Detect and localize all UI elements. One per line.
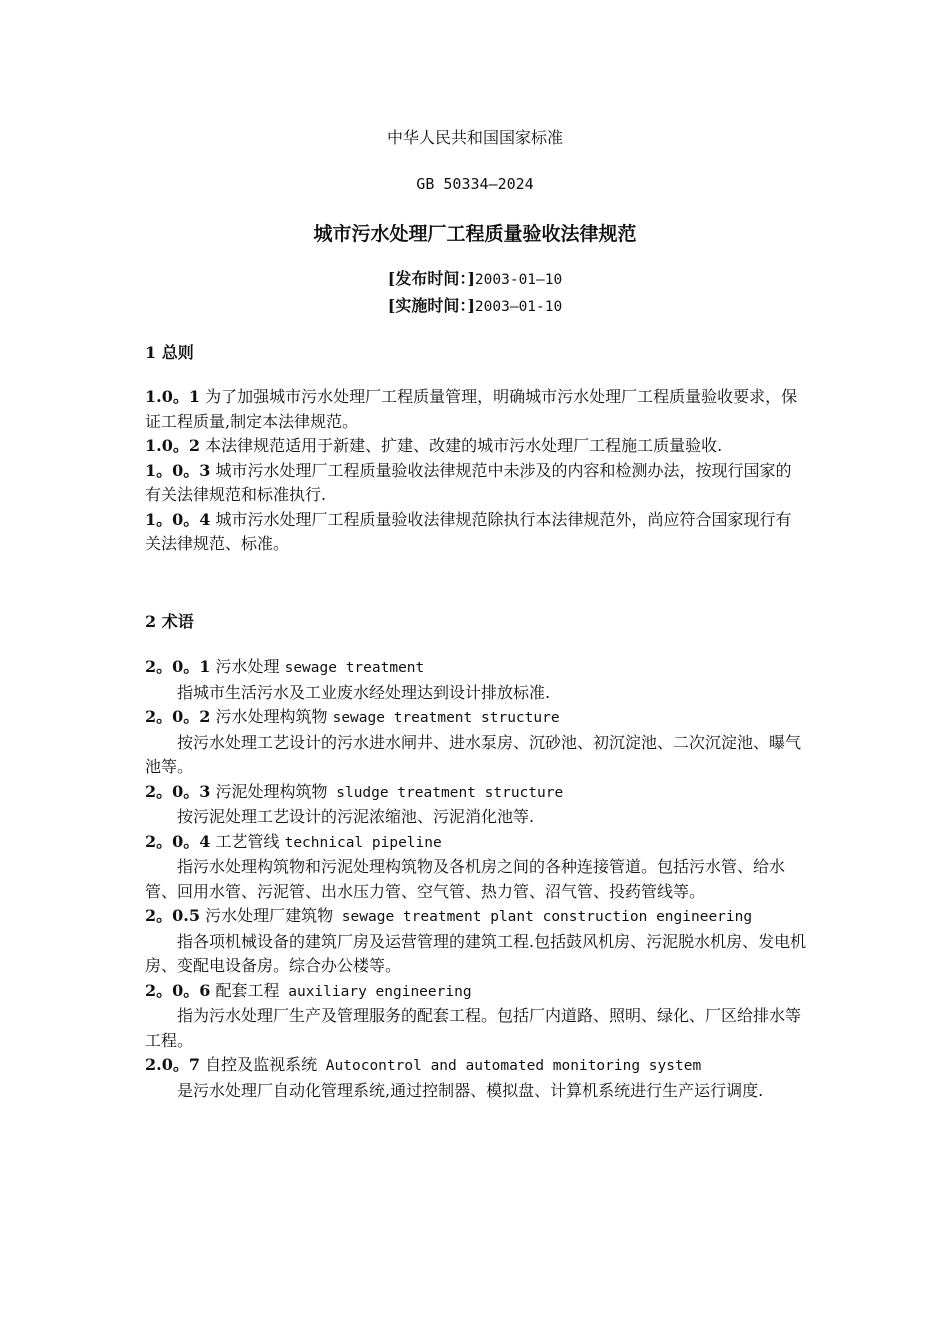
term-description: 指为污水处理厂生产及管理服务的配套工程。包括厂内道路、照明、绿化、厂区给排水等工程。 [145, 1006, 802, 1050]
clause: 1.0。2 本法律规范适用于新建、扩建、改建的城市污水处理厂工程施工质量验收. [145, 436, 723, 455]
standard-code: GB 50334—2024 [416, 175, 534, 193]
term-heading: 2。0。3 污泥处理构筑物 sludge treatment structure [145, 781, 564, 801]
date-block [0, 266, 950, 320]
term-heading: 2。0。1 污水处理 sewage treatment [145, 657, 425, 676]
term-description: 按污泥处理工艺设计的污泥浓缩池、污泥消化池等. [177, 807, 535, 826]
term-description: 指城市生活污水及工业废水经处理达到设计排放标准. [177, 682, 551, 702]
effective-date-line: [实施时间：]2003—01-10 [387, 296, 563, 315]
term-description: 是污水处理厂自动化管理系统,通过控制器、模拟盘、计算机系统进行生产运行调度. [177, 1080, 764, 1100]
term-heading: 2。0。4 工艺管线 technical pipeline [145, 831, 442, 851]
term-description: 指各项机械设备的建筑厂房及运营管理的建筑工程.包括鼓风机房、污泥脱水机房、发电机房、变配电设备房。综合办公楼等。 [145, 931, 807, 975]
term-heading: 2。0.5 污水处理厂建筑物 sewage treatment plant construction engineering [145, 906, 753, 925]
term-heading: 2。0。2 污水处理构筑物 sewage treatment structure [145, 707, 560, 726]
section-heading-general: 1 总则 [145, 343, 194, 362]
term-heading: 2。0。6 配套工程 auxiliary engineering [145, 980, 472, 1000]
clause: 1。0。3 城市污水处理厂工程质量验收法律规范中未涉及的内容和检测办法，按现行国家的有关法律规范和标准执行. [145, 460, 792, 504]
section-terms-list [145, 655, 807, 1103]
publish-date-line: [发布时间：]2003-01—10 [387, 269, 563, 288]
term-heading: 2.0。7 自控及监视系统 Autocontrol and automated monitoring system [145, 1055, 702, 1074]
standard-org: 中华人民共和国国家标准 [386, 128, 563, 147]
section-heading-terms: 2 术语 [145, 612, 194, 631]
clause: 1。0。4 城市污水处理厂工程质量验收法律规范除执行本法律规范外，尚应符合国家现行有关法律规范、标准。 [145, 509, 792, 553]
term-description: 指污水处理构筑物和污泥处理构筑物及各机房之间的各种连接管道。包括污水管、给水管、回用水管、污泥管、出水压力管、空气管、热力管、沼气管、投药管线等。 [145, 857, 786, 901]
term-description: 按污水处理工艺设计的污水进水闸井、进水泵房、沉砂池、初沉淀池、二次沉淀池、曝气池等。 [145, 732, 802, 776]
section-general-clauses [145, 385, 807, 557]
document-title: 城市污水处理厂工程质量验收法律规范 [313, 223, 637, 245]
clause: 1.0。1 为了加强城市污水处理厂工程质量管理，明确城市污水处理厂工程质量验收要求，保证工程质量,制定本法律规范。 [145, 387, 798, 431]
